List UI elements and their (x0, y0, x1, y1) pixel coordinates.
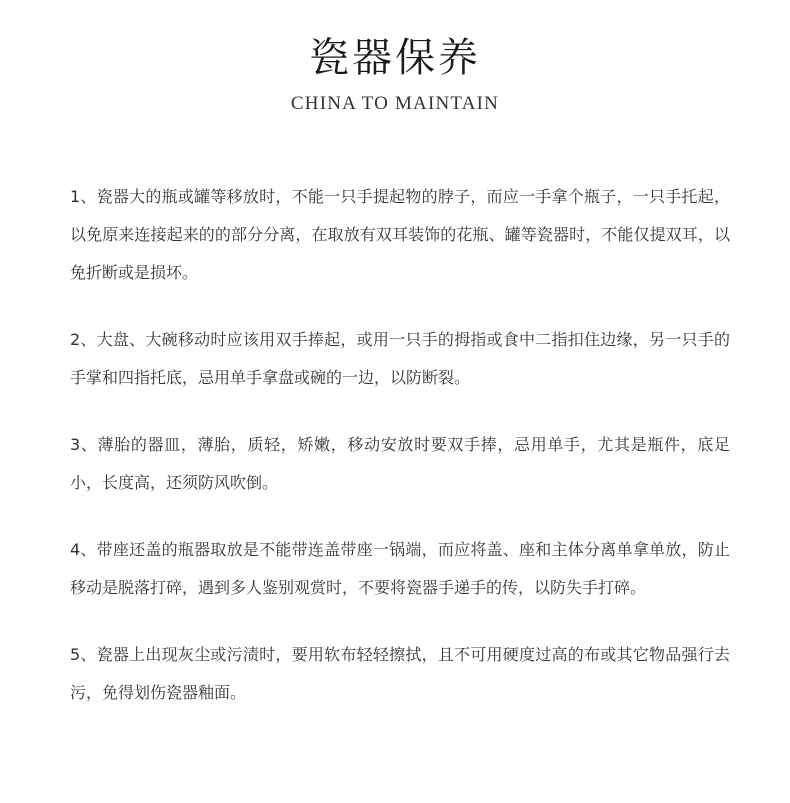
instruction-paragraph-4: 4、带座还盖的瓶器取放是不能带连盖带座一锅端，而应将盖、座和主体分离单拿单放，防止移动是脱落打碎，遇到多人鉴别观赏时，不要将瓷器手递手的传，以防失手打碎。 (70, 540, 730, 597)
care-instructions (70, 178, 730, 741)
page-title: 瓷器保养 (309, 35, 481, 81)
instruction-paragraph-3: 3、薄胎的器皿，薄胎，质轻，矫嫩，移动安放时要双手捧，忌用单手，尤其是瓶件，底足小，长度高，还须防风吹倒。 (70, 435, 730, 492)
instruction-paragraph-1: 1、瓷器大的瓶或罐等移放时，不能一只手提起物的脖子，而应一手拿个瓶子，一只手托起，以免原来连接起来的的部分分离，在取放有双耳装饰的花瓶、罐等瓷器时，不能仅提双耳，以免折断或是损坏。 (70, 187, 730, 282)
instruction-paragraph-5: 5、瓷器上出现灰尘或污渍时，要用软布轻轻擦拭，且不可用硬度过高的布或其它物品强行去污，免得划伤瓷器釉面。 (70, 645, 730, 702)
instruction-paragraph-2: 2、大盘、大碗移动时应该用双手捧起，或用一只手的拇指或食中二指扣住边缘，另一只手的手掌和四指托底，忌用单手拿盘或碗的一边，以防断裂。 (70, 330, 730, 387)
page-subtitle: CHINA TO MAINTAIN (290, 93, 500, 114)
